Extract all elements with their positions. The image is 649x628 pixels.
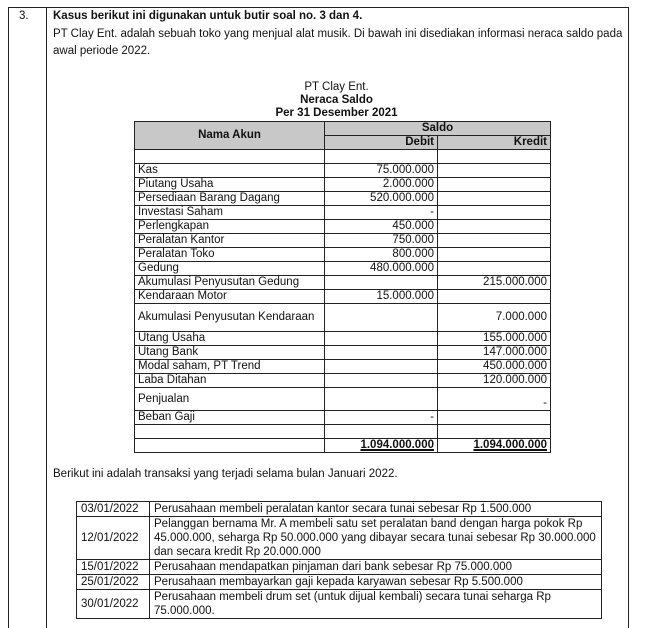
- debit-cell: 15.000.000: [325, 290, 438, 304]
- kredit-cell: [438, 425, 551, 439]
- frame-top-border: [8, 7, 629, 8]
- table-row: [135, 192, 551, 206]
- table-row: [135, 150, 551, 164]
- account-cell: Modal saham, PT Trend: [135, 360, 325, 374]
- transaction-row: [77, 575, 602, 590]
- debit-cell: 800.000: [325, 248, 438, 262]
- kredit-cell: [438, 248, 551, 262]
- trial-balance-body: [135, 150, 551, 453]
- account-cell: Persediaan Barang Dagang: [135, 192, 325, 206]
- table-row: [135, 360, 551, 374]
- transaction-date: 12/01/2022: [77, 517, 150, 560]
- table-row: [135, 248, 551, 262]
- account-cell: Investasi Saham: [135, 206, 325, 220]
- account-cell: Kendaraan Motor: [135, 290, 325, 304]
- debit-cell: 450.000: [325, 220, 438, 234]
- statement-name: Neraca Saldo: [300, 94, 373, 106]
- debit-cell: [325, 150, 438, 164]
- account-cell: Akumulasi Penyusutan Kendaraan: [135, 304, 325, 332]
- table-row: [135, 374, 551, 388]
- kredit-cell: [438, 178, 551, 192]
- account-cell: [135, 425, 325, 439]
- header-account: Nama Akun: [135, 122, 325, 150]
- frame-left-border: [8, 7, 9, 628]
- header-kredit: Kredit: [438, 136, 551, 150]
- header-debit: Debit: [325, 136, 438, 150]
- account-cell: Laba Ditahan: [135, 374, 325, 388]
- question-title: Kasus berikut ini digunakan untuk butir soal no. 3 dan 4.: [53, 10, 363, 22]
- table-row: [135, 332, 551, 346]
- account-cell: Peralatan Toko: [135, 248, 325, 262]
- debit-cell: [325, 276, 438, 290]
- debit-cell: [325, 332, 438, 346]
- account-cell: Gedung: [135, 262, 325, 276]
- question-intro: PT Clay Ent. adalah sebuah toko yang menjual alat musik. Di bawah ini disediakan informasi neraca saldo pada awal periode 2022.: [53, 28, 623, 57]
- account-cell: Perlengkapan: [135, 220, 325, 234]
- header-saldo: Saldo: [325, 122, 551, 136]
- table-row: [135, 276, 551, 290]
- debit-cell: 480.000.000: [325, 262, 438, 276]
- kredit-cell: [438, 411, 551, 425]
- account-cell: Utang Usaha: [135, 332, 325, 346]
- transaction-row: [77, 517, 602, 560]
- account-cell: [135, 150, 325, 164]
- statement-date: Per 31 Desember 2021: [275, 107, 398, 119]
- transaction-date: 30/01/2022: [77, 590, 150, 619]
- debit-cell: 520.000.000: [325, 192, 438, 206]
- debit-cell: -: [325, 411, 438, 425]
- total-label-cell: [135, 439, 325, 453]
- transaction-description: Pelanggan bernama Mr. A membeli satu set peralatan band dengan harga pokok Rp 45.000.000, seharga Rp 50.000.000 yang dibayar secara tunai sebesar Rp 30.000.000 dan secara kredit Rp 20.000.000: [150, 517, 602, 560]
- table-row: [135, 234, 551, 248]
- transaction-row: [77, 502, 602, 517]
- transaction-date: 15/01/2022: [77, 560, 150, 575]
- debit-cell: [325, 388, 438, 411]
- table-row: [135, 206, 551, 220]
- transaction-row: [77, 590, 602, 619]
- table-row: [135, 262, 551, 276]
- kredit-cell: 215.000.000: [438, 276, 551, 290]
- kredit-cell: 7.000.000: [438, 304, 551, 332]
- kredit-cell: [438, 234, 551, 248]
- debit-cell: 750.000: [325, 234, 438, 248]
- account-cell: Beban Gaji: [135, 411, 325, 425]
- total-debit-cell: 1.094.000.000: [325, 439, 438, 453]
- total-row: [135, 439, 551, 453]
- table-row: [135, 346, 551, 360]
- debit-cell: -: [325, 206, 438, 220]
- table-row: [135, 164, 551, 178]
- kredit-cell: [438, 262, 551, 276]
- transactions-table: [76, 501, 602, 619]
- total-kredit-cell: 1.094.000.000: [438, 439, 551, 453]
- account-cell: Kas: [135, 164, 325, 178]
- debit-cell: [325, 346, 438, 360]
- transaction-description: Perusahaan mendapatkan pinjaman dari bank sebesar Rp 75.000.000: [150, 560, 602, 575]
- account-cell: Piutang Usaha: [135, 178, 325, 192]
- table-row: [135, 425, 551, 439]
- kredit-cell: 147.000.000: [438, 346, 551, 360]
- transaction-date: 25/01/2022: [77, 575, 150, 590]
- debit-cell: [325, 425, 438, 439]
- transaction-description: Perusahaan membayarkan gaji kepada karyawan sebesar Rp 5.500.000: [150, 575, 602, 590]
- question-number: 3.: [19, 10, 29, 22]
- table-row: [135, 220, 551, 234]
- kredit-cell: [438, 220, 551, 234]
- kredit-cell: 450.000.000: [438, 360, 551, 374]
- table-row: [135, 290, 551, 304]
- kredit-cell: [438, 290, 551, 304]
- kredit-cell: 120.000.000: [438, 374, 551, 388]
- debit-cell: 2.000.000: [325, 178, 438, 192]
- transaction-description: Perusahaan membeli drum set (untuk dijual kembali) secara tunai seharga Rp 75.000.000.: [150, 590, 602, 619]
- statement-company: PT Clay Ent.: [304, 81, 369, 93]
- debit-cell: [325, 374, 438, 388]
- kredit-cell: [438, 192, 551, 206]
- transaction-row: [77, 560, 602, 575]
- transaction-date: 03/01/2022: [77, 502, 150, 517]
- kredit-cell: [438, 164, 551, 178]
- table-row: [135, 178, 551, 192]
- transactions-body: [77, 502, 602, 619]
- debit-cell: 75.000.000: [325, 164, 438, 178]
- table-row: [135, 388, 551, 411]
- kredit-cell: -: [438, 388, 551, 411]
- debit-cell: [325, 304, 438, 332]
- transactions-intro: Berikut ini adalah transaksi yang terjadi selama bulan Januari 2022.: [53, 468, 398, 480]
- trial-balance-table: [134, 121, 551, 453]
- kredit-cell: [438, 206, 551, 220]
- account-cell: Peralatan Kantor: [135, 234, 325, 248]
- kredit-cell: [438, 150, 551, 164]
- transaction-description: Perusahaan membeli peralatan kantor secara tunai sebesar Rp 1.500.000: [150, 502, 602, 517]
- account-cell: Penjualan: [135, 388, 325, 411]
- table-row: [135, 411, 551, 425]
- kredit-cell: 155.000.000: [438, 332, 551, 346]
- debit-cell: [325, 360, 438, 374]
- account-cell: Utang Bank: [135, 346, 325, 360]
- table-row: [135, 304, 551, 332]
- account-cell: Akumulasi Penyusutan Gedung: [135, 276, 325, 290]
